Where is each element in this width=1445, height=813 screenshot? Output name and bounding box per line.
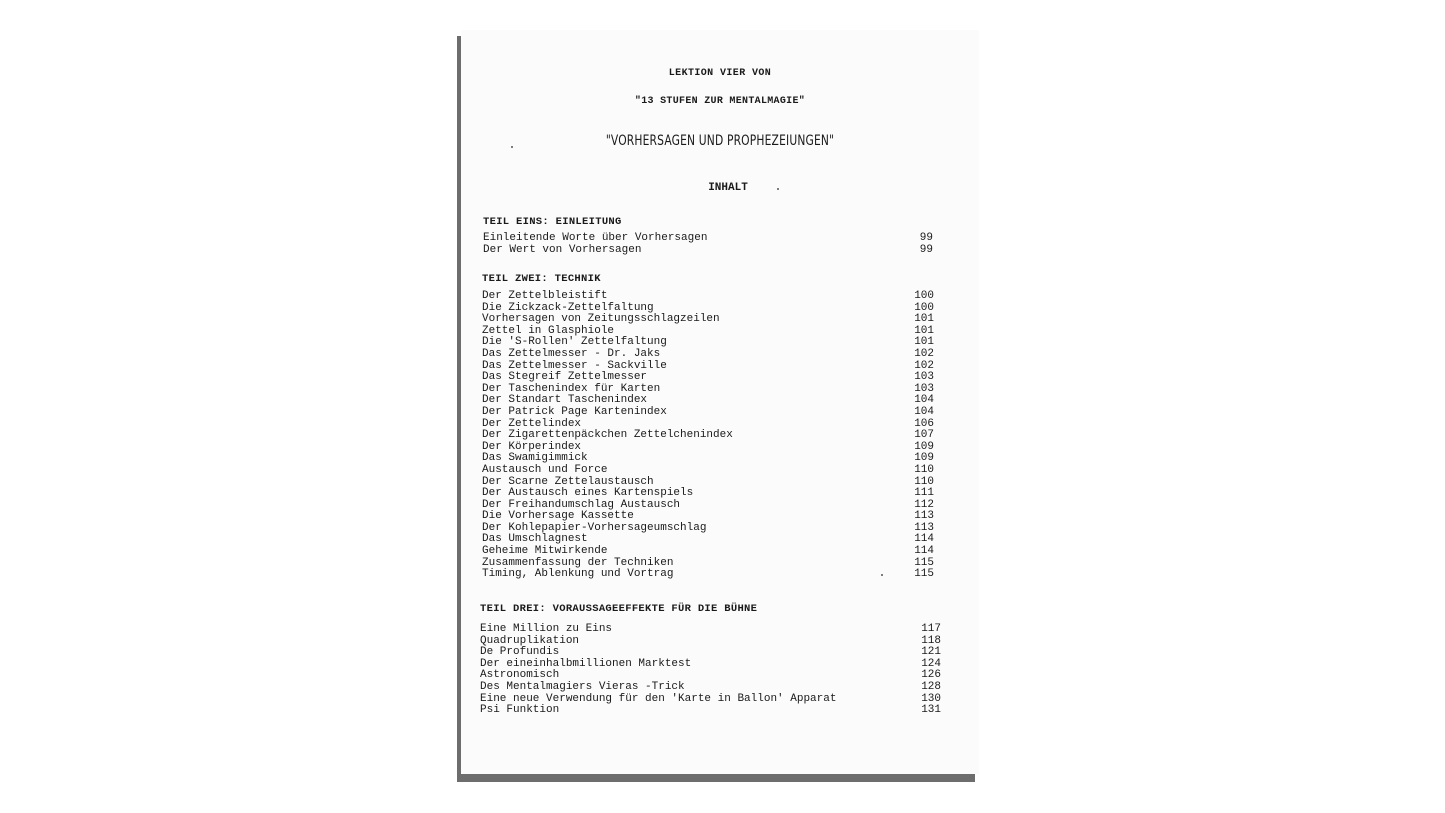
toc-entry-title: Timing, Ablenkung und Vortrag <box>482 568 674 581</box>
toc-entry-title: Das Stegreif Zettelmesser <box>482 371 648 384</box>
toc-entry-page: 99 <box>919 243 933 256</box>
toc-entry-title: Der Zettelbleistift <box>482 290 608 302</box>
toc-entry-page: 101 <box>914 336 934 349</box>
toc-entry-page: 112 <box>914 498 934 511</box>
toc-entry-title: Die Vorhersage Kassette <box>482 510 634 523</box>
toc-entry-page: 109 <box>914 440 934 453</box>
toc-entry-page: 115 <box>914 556 934 569</box>
toc-entry-title: Zusammenfassung der Techniken <box>482 556 674 569</box>
toc-entry-page: 114 <box>914 545 934 558</box>
toc-entry-page: 103 <box>914 382 934 395</box>
toc-entry-page: 100 <box>914 301 934 314</box>
toc-entry-title: Der Freihandumschlag Austausch <box>482 498 681 511</box>
toc-entry-page: 101 <box>914 313 934 326</box>
section-1-entries <box>483 233 933 256</box>
toc-entry <box>482 349 934 361</box>
toc-entry-page: 99 <box>919 232 933 244</box>
section-2-entries <box>482 291 934 581</box>
toc-entry-page: 106 <box>914 417 934 430</box>
toc-entry-page: 100 <box>914 290 934 302</box>
toc-entry-title: Der Standart Taschenindex <box>482 394 648 407</box>
toc-entry-page: 128 <box>921 680 941 693</box>
toc-entry <box>482 569 934 581</box>
toc-entry-page: 110 <box>914 463 934 476</box>
section-heading-2: TEIL ZWEI: TECHNIK <box>482 273 601 285</box>
toc-entry-page: 111 <box>914 487 934 500</box>
toc-entry <box>480 705 941 717</box>
toc-entry-page: 107 <box>914 429 934 442</box>
toc-entry-title: Des Mentalmagiers Vieras -Trick <box>480 680 685 693</box>
toc-entry-title: Der eineinhalbmillionen Marktest <box>480 657 692 670</box>
toc-entry-title: Der Scarne Zettelaustausch <box>482 475 654 488</box>
toc-entry-title: Austausch und Force <box>482 463 608 476</box>
toc-entry-title: Einleitende Worte über Vorhersagen <box>483 232 708 244</box>
toc-entry-page: 104 <box>914 405 934 418</box>
toc-entry <box>482 488 934 500</box>
section-heading-1: TEIL EINS: EINLEITUNG <box>483 216 622 228</box>
toc-entry-title: Der Wert von Vorhersagen <box>483 243 642 256</box>
toc-entry-title: Eine Million zu Eins <box>480 623 613 635</box>
toc-entry <box>482 372 934 384</box>
toc-entry-page: 113 <box>914 510 934 523</box>
toc-entry-page: 102 <box>914 359 934 372</box>
toc-entry-page: 130 <box>921 692 941 705</box>
scan-speck <box>777 188 779 190</box>
toc-entry-page: 104 <box>914 394 934 407</box>
toc-entry-title: Eine neue Verwendung für den 'Karte in Ballon' Apparat <box>480 692 837 705</box>
toc-entry-title: Der Kohlepapier-Vorhersageumschlag <box>482 521 707 534</box>
toc-entry-title: Geheime Mitwirkende <box>482 545 608 558</box>
header-line-1: LEKTION VIER VON <box>668 68 772 79</box>
toc-entry-title: Vorhersagen von Zeitungsschlagzeilen <box>482 313 720 326</box>
toc-entry <box>480 624 941 636</box>
toc-entry-page: 113 <box>914 521 934 534</box>
toc-entry <box>482 430 934 442</box>
toc-entry-page: 131 <box>921 704 941 717</box>
toc-entry-page: 115 <box>914 568 934 581</box>
toc-entry-title: Quadruplikation <box>480 634 580 647</box>
toc-entry-page: 109 <box>914 452 934 465</box>
toc-entry-page: 118 <box>921 634 941 647</box>
toc-entry-title: Der Körperindex <box>482 440 582 453</box>
toc-entry-page: 114 <box>914 533 934 546</box>
toc-entry-page: 110 <box>914 475 934 488</box>
toc-entry <box>480 682 941 694</box>
toc-entry <box>483 233 933 245</box>
toc-entry-title: Der Austausch eines Kartenspiels <box>482 487 694 500</box>
toc-entry-title: Psi Funktion <box>480 704 560 717</box>
toc-entry-title: Der Zettelindex <box>482 417 582 430</box>
toc-entry-title: Das Zettelmesser - Dr. Jaks <box>482 347 661 360</box>
toc-entry-page: 126 <box>921 669 941 682</box>
toc-entry <box>483 245 933 257</box>
toc-entry <box>482 546 934 558</box>
toc-entry-title: Astronomisch <box>480 669 560 682</box>
toc-entry-title: Die 'S-Rollen' Zettelfaltung <box>482 336 667 349</box>
toc-entry <box>482 407 934 419</box>
toc-entry <box>482 291 934 303</box>
toc-entry <box>482 465 934 477</box>
toc-entry-title: Das Swamigimmick <box>482 452 588 465</box>
toc-entry-page: 101 <box>914 324 934 337</box>
section-3-entries <box>480 624 941 717</box>
toc-entry-title: Das Zettelmesser - Sackville <box>482 359 667 372</box>
toc-entry-page: 124 <box>921 657 941 670</box>
toc-entry-title: Der Patrick Page Kartenindex <box>482 405 667 418</box>
toc-entry-title: Das Umschlagnest <box>482 533 588 546</box>
toc-entry-title: Der Taschenindex für Karten <box>482 382 661 395</box>
toc-entry-title: Die Zickzack-Zettelfaltung <box>482 301 654 314</box>
document-title: "VORHERSAGEN UND PROPHEZEIUNGEN" <box>605 133 835 149</box>
toc-entry-title: Der Zigarettenpäckchen Zettelchenindex <box>482 429 733 442</box>
section-heading-3: TEIL DREI: VORAUSSAGEEFFEKTE FÜR DIE BÜHNE <box>480 603 758 615</box>
toc-entry-page: 103 <box>914 371 934 384</box>
contents-heading: INHALT <box>708 182 748 194</box>
toc-entry-title: De Profundis <box>480 646 560 659</box>
scan-speck <box>511 146 513 148</box>
toc-entry-page: 102 <box>914 347 934 360</box>
toc-entry-page: 117 <box>921 623 941 635</box>
header-line-2: "13 STUFEN ZUR MENTALMAGIE" <box>634 96 806 107</box>
toc-entry-title: Zettel in Glasphiole <box>482 324 615 337</box>
document-page <box>461 30 979 774</box>
toc-entry-page: 121 <box>921 646 941 659</box>
